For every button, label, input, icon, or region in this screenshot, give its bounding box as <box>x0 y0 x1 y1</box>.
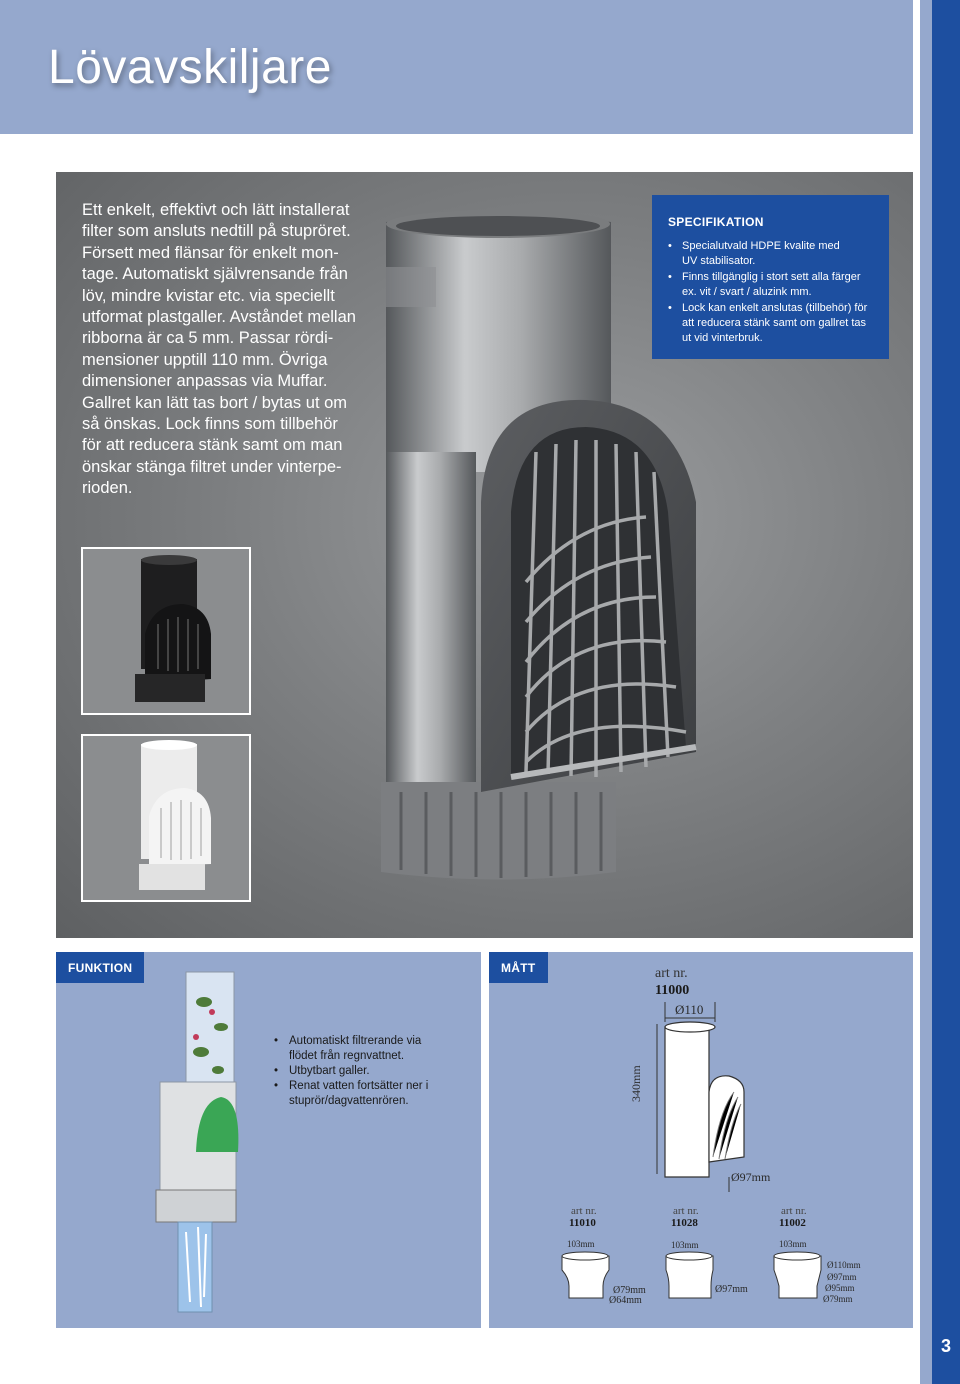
spec-line: Specialutvald HDPE kvalite med <box>682 240 840 252</box>
spec-item <box>668 301 884 346</box>
hero-section <box>56 172 913 938</box>
funktion-item <box>274 1034 474 1064</box>
bullet-icon: • <box>668 240 672 252</box>
spec-line: att reducera stänk samt om gallret tas <box>682 317 867 329</box>
adapter-11002-width: 103mm <box>779 1239 807 1249</box>
white-variant-photo <box>81 734 251 902</box>
adapter-11010-dia-2: Ø64mm <box>609 1295 642 1306</box>
intro-line: önskar stänga filtret under vinterpe- <box>82 457 342 476</box>
adapter-11002-drawing <box>771 1248 831 1308</box>
intro-line: filter som ansluts nedtill på stupröret. <box>82 222 351 241</box>
funktion-line: Automatiskt filtrerande via <box>289 1035 422 1047</box>
spec-list <box>668 239 884 347</box>
main-art-label: art nr. <box>655 966 688 981</box>
adapter-11002-art-number: 11002 <box>779 1217 806 1229</box>
adapter-11010-width: 103mm <box>567 1239 595 1249</box>
funktion-line: flödet från regnvattnet. <box>289 1050 405 1062</box>
spec-line: Finns tillgänglig i stort sett alla färger <box>682 271 861 283</box>
funktion-line: Renat vatten fortsätter ner i <box>289 1080 429 1092</box>
intro-line: för att reducera stänk samt om man <box>82 436 343 455</box>
adapter-11002-dia-2: Ø97mm <box>827 1272 857 1282</box>
intro-line: utformat plastgaller. Avståndet mellan <box>82 308 356 327</box>
main-art-number: 11000 <box>655 983 690 998</box>
black-variant-photo <box>81 547 251 715</box>
spec-line: Lock kan enkelt anslutas (tillbehör) för <box>682 302 868 314</box>
adapter-11028-width: 103mm <box>671 1240 699 1250</box>
adapter-11002-art-label: art nr. <box>781 1205 807 1217</box>
main-bottom-diameter: Ø97mm <box>731 1170 771 1184</box>
spec-item <box>668 239 884 269</box>
matt-panel <box>489 952 913 1328</box>
bullet-icon: • <box>274 1035 279 1047</box>
bullet-icon: • <box>668 271 672 283</box>
intro-line: ribborna är ca 5 mm. Passar rördi- <box>82 329 334 348</box>
intro-line: mensioner upptill 110 mm. Övriga <box>82 350 328 369</box>
spec-line: ut vid vinterbruk. <box>682 332 763 344</box>
side-stripe-light <box>920 0 932 1384</box>
funktion-line: stuprör/dagvattenrören. <box>289 1095 409 1107</box>
bullet-icon: • <box>274 1080 279 1092</box>
intro-line: rioden. <box>82 479 133 498</box>
spec-title: SPECIFIKATION <box>668 215 764 229</box>
spec-line: ex. vit / svart / aluzink mm. <box>682 286 812 298</box>
spec-line: UV stabilisator. <box>682 255 756 267</box>
main-top-diameter: Ø110 <box>675 1002 704 1017</box>
adapter-11028-art-label: art nr. <box>673 1205 699 1217</box>
main-height: 340mm <box>629 1065 643 1102</box>
funktion-list <box>274 1034 474 1109</box>
side-stripe-dark <box>932 0 960 1384</box>
funktion-label: FUNKTION <box>56 952 144 983</box>
adapter-11028-dia-1: Ø97mm <box>715 1284 748 1295</box>
adapter-11002-dia-4: Ø79mm <box>823 1294 853 1304</box>
adapter-11002-dia-1: Ø110mm <box>827 1260 861 1270</box>
adapter-11010-art-label: art nr. <box>571 1205 597 1217</box>
intro-line: tage. Automatiskt självrensande från <box>82 265 348 284</box>
adapter-11028-drawing <box>663 1248 723 1308</box>
bullet-icon: • <box>274 1065 279 1077</box>
intro-line: dimensioner anpassas via Muffar. <box>82 372 328 391</box>
funktion-item <box>274 1079 474 1109</box>
bullet-icon: • <box>668 302 672 314</box>
matt-label: MÅTT <box>489 952 548 983</box>
intro-line: Gallret kan lätt tas bort / bytas ut om <box>82 393 348 412</box>
intro-line: Ett enkelt, effektivt och lätt installerat <box>82 201 350 219</box>
adapter-11010-art-number: 11010 <box>569 1217 596 1229</box>
page-title: Lövavskiljare <box>48 41 332 94</box>
spec-item <box>668 270 884 300</box>
intro-line: Försett med flänsar för enkelt mon- <box>82 243 339 262</box>
specification-box <box>652 195 889 359</box>
intro-text <box>82 200 364 500</box>
adapter-11028-art-number: 11028 <box>671 1217 698 1229</box>
intro-line: löv, mindre kvistar etc. via speciellt <box>82 286 335 305</box>
adapter-11002-dia-3: Ø95mm <box>825 1283 855 1293</box>
funktion-panel <box>56 952 481 1328</box>
funktion-line: Utbytbart galler. <box>289 1065 370 1077</box>
function-illustration <box>146 952 346 1328</box>
funktion-item <box>274 1064 474 1079</box>
intro-line: så önskas. Lock finns som tillbehör <box>82 415 338 434</box>
adapter-11010-dia-1: Ø79mm <box>613 1285 646 1296</box>
page-number: 3 <box>940 1336 951 1356</box>
